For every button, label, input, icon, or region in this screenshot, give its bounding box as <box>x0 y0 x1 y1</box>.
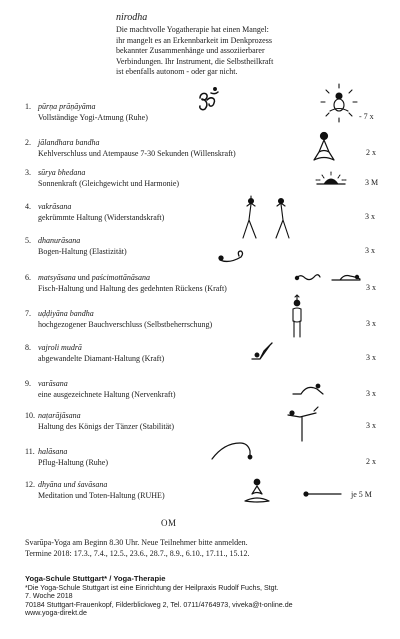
exercise-sanskrit-name: halāsana <box>38 447 68 456</box>
twist-pose-left-icon <box>240 196 262 240</box>
intro-line: Die machtvolle Yogatherapie hat einen Mangel: <box>116 25 269 34</box>
exercise-sanskrit-name-group <box>38 273 150 282</box>
schedule-info: Svarūpa-Yoga am Beginn 8.30 Uhr. Neue Teilnehmer bitte anmelden. <box>25 538 248 547</box>
exercise-number: 2. <box>25 138 31 147</box>
exercise-repetitions: 3 x <box>366 389 376 398</box>
intro-line: bekannter Zusammenhänge und assoziierbarer <box>116 46 265 56</box>
exercise-sanskrit-name: matsyāsana <box>38 273 76 282</box>
exercise-description: hochgezogener Bauchverschluss (Selbstbeherrschung) <box>38 320 213 329</box>
exercise-sanskrit-name: naṭarājāsana <box>38 411 81 420</box>
seated-meditation-sun-icon <box>320 84 358 124</box>
exercise-repetitions: - 7 x <box>359 112 374 121</box>
exercise-name-joiner: und <box>77 273 90 282</box>
school-website: www.yoga-direkt.de <box>25 609 87 618</box>
intro-line: ist ebenfalls autonom - oder gar nicht. <box>116 67 238 77</box>
exercise-number: 10. <box>25 411 35 420</box>
exercise-repetitions: 2 x <box>366 148 376 157</box>
exercise-number: 7. <box>25 309 31 318</box>
exercise-description: gekrümmte Haltung (Widerstandskraft) <box>38 213 165 222</box>
exercise-sanskrit-name: sūrya bhedana <box>38 168 86 177</box>
exercise-repetitions: 3 x <box>366 283 376 292</box>
exercise-sanskrit-name: dhanurāsana <box>38 236 81 245</box>
seated-pose-icon <box>311 130 337 164</box>
exercise-sanskrit-name: dhyāna und śavāsana <box>38 480 108 489</box>
exercise-description: eine ausgezeichnete Haltung (Nervenkraft) <box>38 390 176 399</box>
week-label: 7. Woche 2018 <box>25 592 73 601</box>
exercise-repetitions: 3 x <box>366 319 376 328</box>
school-address: 70184 Stuttgart-Frauenkopf, Filderblickweg 2, Tel. 0711/4764973, viveka@t-online.de <box>25 600 293 609</box>
exercise-item <box>25 236 380 274</box>
exercise-number: 4. <box>25 202 31 211</box>
exercise-repetitions: 2 x <box>366 457 376 466</box>
corpse-pose-icon <box>303 490 343 498</box>
exercise-description: Sonnenkraft (Gleichgewicht und Harmonie) <box>38 179 180 188</box>
exercise-description: Fisch-Haltung und Haltung des gedehnten Rückens (Kraft) <box>38 284 227 293</box>
intro-line: ihr mangelt es an Erkennbarkeit im Denkprozess <box>116 35 272 45</box>
schedule-dates: Termine 2018: 17.3., 7.4., 12.5., 23.6., 28.7., 8.9., 6.10., 17.11., 15.12. <box>25 549 250 558</box>
exercise-description: abgewandelte Diamant-Haltung (Kraft) <box>38 354 165 363</box>
exercise-item <box>25 202 380 240</box>
exercise-description: Pflug-Haltung (Ruhe) <box>38 458 108 467</box>
plough-pose-icon <box>210 439 254 463</box>
exercise-description: Bogen-Haltung (Elastizität) <box>38 247 127 256</box>
school-note: *Die Yoga-Schule Stuttgart ist eine Einrichtung der Heilpraxis Rudolf Fuchs, Stgt. <box>25 583 279 592</box>
om-symbol-icon <box>196 88 222 112</box>
intro-title: nirodha <box>116 12 148 23</box>
exercise-description: Vollständige Yogi-Atmung (Ruhe) <box>38 113 148 122</box>
v-seated-pose-icon <box>250 339 274 363</box>
intro-line: Verbindungen. Ihr Instrument, die Selbstheilkraft <box>116 56 274 66</box>
bow-pose-icon <box>217 248 247 264</box>
exercise-sanskrit-name: varāsana <box>38 379 68 388</box>
exercise-number: 5. <box>25 236 31 245</box>
exercise-repetitions: je 5 M <box>351 490 372 499</box>
exercise-item <box>25 411 380 449</box>
lotus-meditation-icon <box>242 478 272 504</box>
exercise-number: 6. <box>25 273 31 282</box>
exercise-description: Kehlverschluss und Atempause 7-30 Sekunden (Willenskraft) <box>38 149 236 158</box>
exercise-number: 9. <box>25 379 31 388</box>
exercise-repetitions: 3 x <box>366 421 376 430</box>
exercise-repetitions: 3 x <box>365 246 375 255</box>
exercise-repetitions: 3 x <box>366 353 376 362</box>
exercise-number: 3. <box>25 168 31 177</box>
fish-pose-icon <box>294 271 322 283</box>
exercise-sanskrit-name: vajroli mudrā <box>38 343 82 352</box>
exercise-number: 12. <box>25 480 35 489</box>
exercise-description: Haltung des Königs der Tänzer (Stabilität) <box>38 422 175 431</box>
exercise-item <box>25 343 380 381</box>
exercise-number: 8. <box>25 343 31 352</box>
exercise-number: 1. <box>25 102 31 111</box>
exercise-repetitions: 3 M <box>365 178 379 187</box>
intro-block <box>116 11 356 78</box>
exercise-item <box>25 309 380 347</box>
exercise-description: Meditation und Toten-Haltung (RUHE) <box>38 491 165 500</box>
exercise-item <box>25 480 380 518</box>
exercise-sanskrit-name: pūrṇa prāṇāyāma <box>38 102 96 111</box>
school-name: Yoga-Schule Stuttgart* / Yoga-Therapie <box>25 574 166 583</box>
sun-rising-icon <box>311 172 351 188</box>
exercise-sanskrit-name: uḍḍiyāna bandha <box>38 309 94 318</box>
exercise-item <box>25 273 380 311</box>
forward-bend-icon <box>330 271 366 283</box>
exercise-item <box>25 168 380 206</box>
twist-pose-right-icon <box>270 196 292 240</box>
dancer-pose-icon <box>286 403 320 443</box>
standing-abdominal-lock-icon <box>288 295 306 339</box>
exercise-sanskrit-name: jālandhara bandha <box>38 138 100 147</box>
backbend-pose-icon <box>291 381 325 397</box>
school-contact-block <box>25 575 397 618</box>
exercise-number: 11. <box>25 447 35 456</box>
exercise-sanskrit-name: paścimottānāsana <box>91 273 151 282</box>
exercise-sanskrit-name: vakrāsana <box>38 202 72 211</box>
om-closing: OM <box>161 518 177 528</box>
exercise-repetitions: 3 x <box>365 212 375 221</box>
